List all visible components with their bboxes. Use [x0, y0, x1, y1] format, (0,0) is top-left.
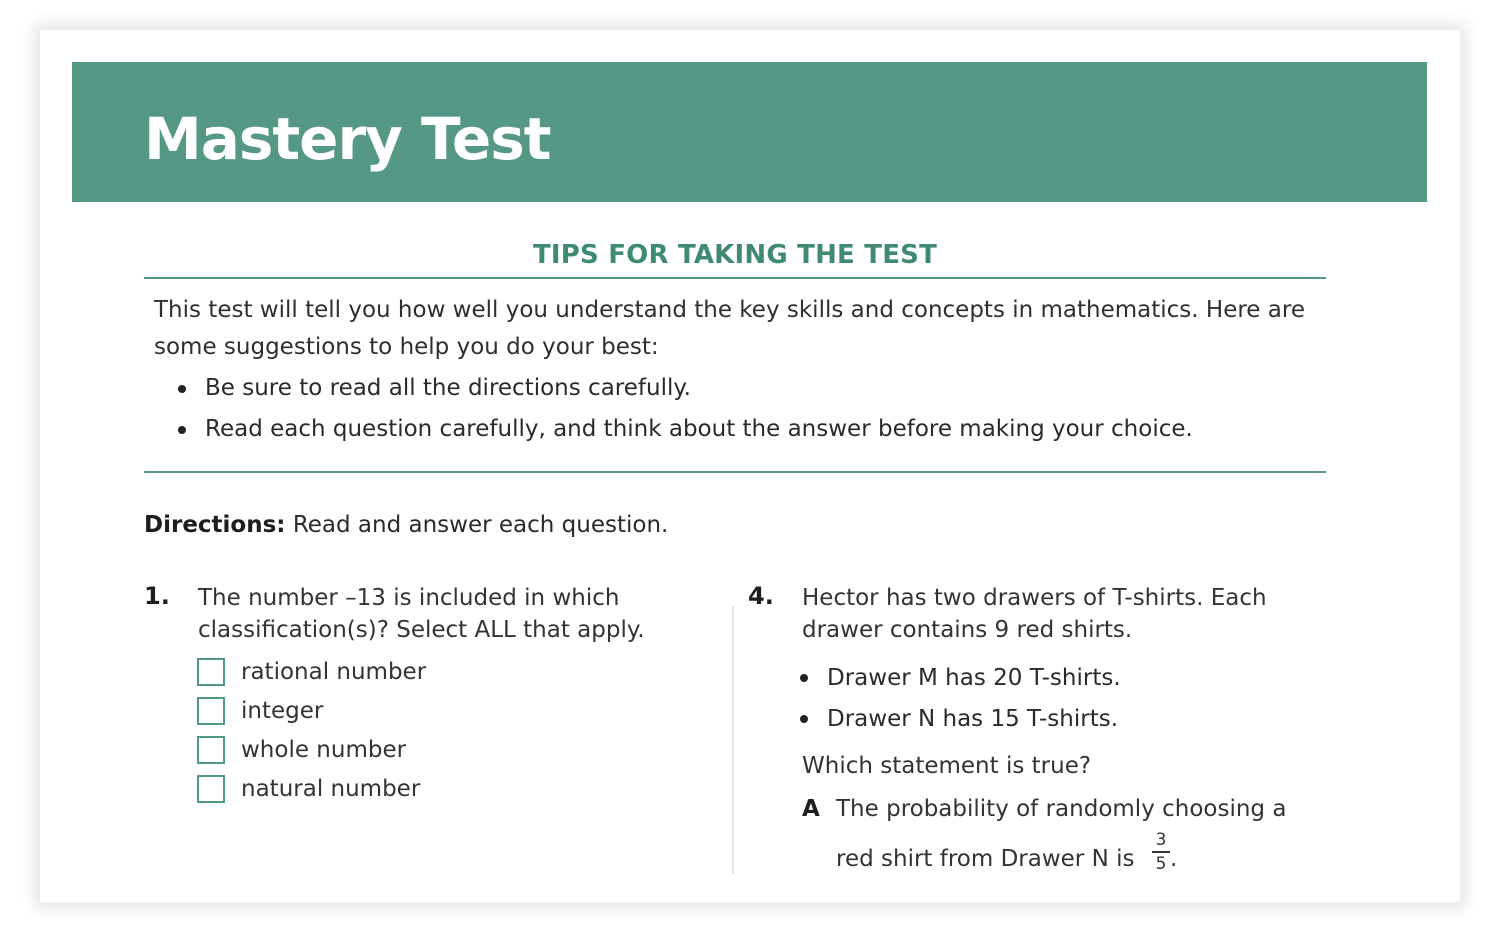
page-title: Mastery Test: [144, 105, 551, 173]
fraction-numerator: 3: [1155, 830, 1167, 850]
bullet-dot-icon: [178, 426, 186, 434]
tips-top-rule: [144, 277, 1326, 279]
tips-bullet-item: [178, 409, 1318, 450]
question-4-bullet-text: Drawer M has 20 T-shirts.: [827, 665, 1121, 691]
answer-a-letter[interactable]: A: [802, 796, 820, 822]
column-divider: [732, 606, 734, 874]
answer-a-text-line2[interactable]: red shirt from Drawer N is: [836, 846, 1135, 872]
question-4-text: Hector has two drawers of T-shirts. Each drawer contains 9 red shirts.: [802, 585, 1267, 643]
checkbox[interactable]: [197, 736, 225, 764]
tips-intro: This test will tell you how well you understand the key skills and concepts in mathematics. Here are some suggestions to help you do your best:: [154, 297, 1305, 360]
directions-label: Directions:: [144, 512, 286, 538]
answer-a-fraction: [1152, 830, 1170, 874]
bullet-dot-icon: [800, 674, 808, 682]
option-label: natural number: [241, 776, 421, 802]
question-1-number: 1.: [144, 582, 170, 610]
tips-bottom-rule: [144, 471, 1326, 473]
option-label: rational number: [241, 659, 427, 685]
tips-heading: TIPS FOR TAKING THE TEST: [532, 240, 938, 270]
bullet-dot-icon: [800, 715, 808, 723]
answer-a-text-line1[interactable]: The probability of randomly choosing a: [836, 796, 1287, 822]
tips-bullet-text: Be sure to read all the directions carefully.: [205, 375, 691, 401]
question-4-prompt: Which statement is true?: [802, 753, 1092, 779]
tips-bullet-text: Read each question carefully, and think about the answer before making your choice.: [205, 416, 1193, 442]
checkbox[interactable]: [197, 775, 225, 803]
header-banner: [72, 62, 1427, 202]
option-label: whole number: [241, 737, 407, 763]
test-page: [40, 30, 1460, 902]
directions-text: Read and answer each question.: [292, 512, 669, 538]
question-4-bullet-text: Drawer N has 15 T-shirts.: [827, 706, 1119, 732]
question-1-text: The number –13 is included in which classification(s)? Select ALL that apply.: [198, 585, 645, 643]
tips-bullet-item: [178, 368, 1318, 409]
answer-a-end: .: [1170, 846, 1178, 872]
bullet-dot-icon: [178, 385, 186, 393]
directions: [144, 508, 668, 542]
tips-bullet-list: [178, 368, 1318, 450]
question-4-number: 4.: [748, 582, 774, 610]
fraction-bar: [1152, 851, 1170, 853]
option-label: integer: [241, 698, 324, 724]
checkbox[interactable]: [197, 697, 225, 725]
fraction-denominator: 5: [1155, 853, 1167, 874]
checkbox[interactable]: [197, 658, 225, 686]
